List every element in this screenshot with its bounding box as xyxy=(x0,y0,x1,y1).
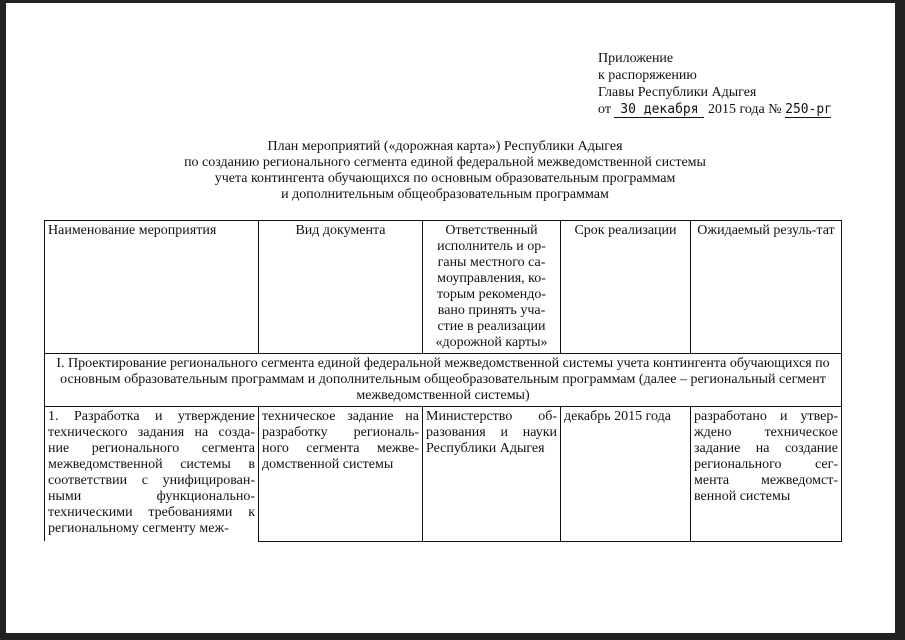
scan-edge-bottom xyxy=(0,633,905,640)
header-deadline: Срок реализации xyxy=(561,221,691,354)
year-text: 2015 года № xyxy=(707,102,782,117)
appendix-line-2: к распоряжению xyxy=(598,68,697,83)
row1-name: 1. Разработка и утверждение технического задания на созда-ние регионального сегмента межведомственной системы в соответствии с унифицирован-ными функционально-техническими требованиями к региональному сегменту меж- xyxy=(45,407,259,542)
row1-result: разработано и утвер-ждено техническое задание на создание регионального сег-мента межведомст-венной системы xyxy=(691,407,842,542)
document-title xyxy=(100,139,790,203)
header-name: Наименование мероприятия xyxy=(45,221,259,354)
title-line-3: учета контингента обучающихся по основным образовательным программам xyxy=(214,171,676,186)
handwritten-date: 30 декабря xyxy=(614,103,704,118)
section-1-title: I. Проектирование регионального сегмента единой федеральной межведомственной системы учета контингента обучающихся по основным образовательным программам и дополнительным общеобразовательным программам (далее – региональный сегмент межведомственной системы) xyxy=(45,354,842,407)
scan-edge-top xyxy=(0,0,905,3)
date-prefix: от xyxy=(598,102,611,117)
appendix-line-3: Главы Республики Адыгея xyxy=(598,85,757,100)
appendix-header xyxy=(598,50,831,118)
header-doc-type: Вид документа xyxy=(259,221,423,354)
section-row xyxy=(45,354,842,407)
scan-edge-right xyxy=(895,0,905,640)
table-header-row xyxy=(45,221,842,354)
roadmap-table xyxy=(44,220,842,542)
appendix-line-1: Приложение xyxy=(598,51,674,66)
title-line-2: по созданию регионального сегмента единой федеральной межведомственной системы xyxy=(184,155,706,170)
header-result: Ожидаемый резуль-тат xyxy=(691,221,842,354)
title-line-1: План мероприятий («дорожная карта») Республики Адыгея xyxy=(267,139,623,154)
header-responsible: Ответственный исполнитель и ор-ганы местного са-моуправления, ко-торым рекомендо-вано принять уча-стие в реализации «дорожной карты» xyxy=(423,221,561,354)
order-number: 250-рг xyxy=(785,102,833,117)
row1-deadline: декабрь 2015 года xyxy=(561,407,691,542)
table-row xyxy=(45,407,842,542)
row1-responsible: Министерство об-разования и науки Республики Адыгея xyxy=(423,407,561,542)
row1-doc-type: техническое задание на разработку региональ-ного сегмента межве-домственной системы xyxy=(259,407,423,542)
scan-edge-left xyxy=(0,0,6,640)
title-line-4: и дополнительным общеобразовательным программам xyxy=(281,187,609,202)
appendix-date-line xyxy=(598,101,831,118)
